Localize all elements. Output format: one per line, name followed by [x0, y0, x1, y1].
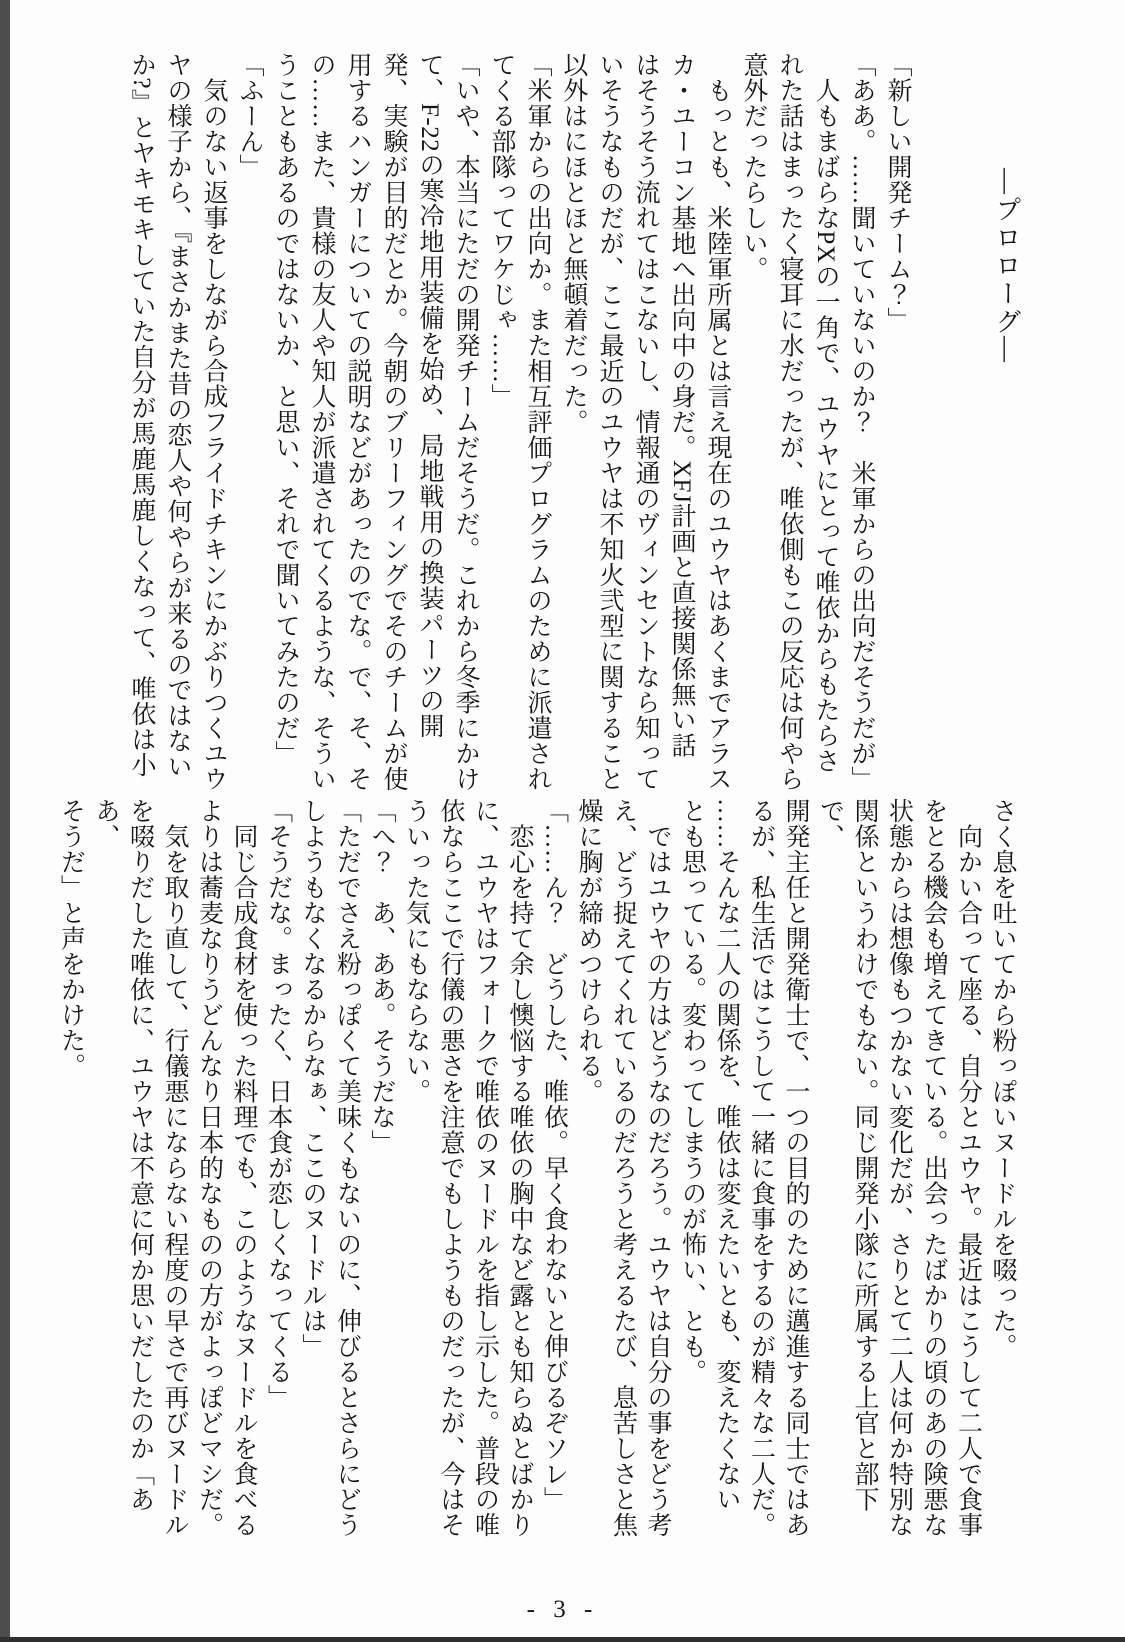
text-column: 以外はにほとほと無頓着だった。 [560, 52, 587, 435]
text-column: 向かい合って座る、自分とユウヤ。最近はこうして二人で食事 [954, 798, 982, 1538]
text-column: 気のない返事をしながら合成フライドチキンにかぶりつくユウ [200, 52, 227, 792]
text-column: 用するハンガーについての説明などがあったのでな。で、そ、そ [344, 52, 371, 792]
text-column: 同じ合成食材を使った料理でも、このようなヌードルを食べる [230, 798, 257, 1538]
text-column: はそうそう流れてはこないし、情報通のヴィンセントなら知って [632, 52, 659, 792]
scan-border-bottom [0, 1637, 1125, 1642]
text-column: 関係というわけでもない。同じ開発小隊に所属する上官と部下で、 [816, 798, 878, 1512]
text-column: 「へ？ あ、ああ。そうだな」 [368, 798, 395, 1155]
text-column: てくる部隊ってワケじゃ……」 [488, 52, 515, 409]
text-column: 「そうだな。まったく、日本食が恋しくなってくる」 [264, 798, 292, 1410]
text-column: 「いや、本当にただの開発チームだそうだ。これから冬季にかけ [452, 52, 479, 792]
text-column: ヤの様子から、『まさかまた昔の恋人や何やらが来るのではない [164, 52, 191, 779]
text-column: よりは蕎麦なりうどんなり日本的なものの方がよっぽどマシだ。 [195, 798, 223, 1538]
text-column: 恋心を持て余し懊悩する唯依の胸中など露とも知らぬとばかり [506, 798, 533, 1538]
text-block-top [123, 52, 915, 814]
chapter-title: ―プロローグ― [992, 168, 1021, 364]
text-column: 人もまばらなPXの一角で、ユウヤにとって唯依からもたらさ [812, 52, 839, 774]
text-column: か?』とヤキモキしていた自分が馬鹿馬鹿しくなって、唯依は小 [128, 52, 155, 778]
text-column: 「……ん？ どうした、唯依。早く食わないと伸びるぞソレ」 [540, 798, 568, 1512]
text-column: れた話はまったく寝耳に水だったが、唯依側もこの反応は何やら [776, 52, 803, 792]
text-column: ういった気にもならない。 [402, 798, 430, 1104]
text-column: カ・ユーコン基地へ出向中の身だ。XFJ計画と直接関係無い話 [668, 52, 695, 759]
text-column: 「ただでさえ粉っぽくて美味くもないのに、伸びるとさらにどう [333, 798, 361, 1538]
text-column: を啜りだした唯依に、ユウヤは不意に何か思いだしたのか「ああ、 [92, 798, 154, 1512]
text-column: 発、実験が目的だとか。今朝のブリーフィングでそのチームが使 [380, 52, 407, 792]
page-number: - 3 - [526, 1596, 599, 1623]
text-column: 依ならここで行儀の悪さを注意でもしようものだったが、今はそ [437, 798, 464, 1538]
text-column: の……また、貴様の友人や知人が派遣されてくるような、そうい [308, 52, 335, 792]
text-column: 燥に胸が締めつけられる。 [575, 798, 602, 1104]
text-column: ではユウヤの方はどうなのだろう。ユウヤは自分の事をどう考 [644, 798, 671, 1538]
text-column: をとる機会も増えてきている。出会ったばかりの頃のあの険悪な [920, 798, 947, 1538]
text-column: うこともあるのではないか、と思い、それで聞いてみたのだ」 [272, 52, 299, 766]
text-column: しようもなくなるからなぁ、ここのヌードルは」 [299, 798, 326, 1359]
text-column: 「ああ。……聞いていないのか？ 米軍からの出向だそうだが」 [848, 52, 875, 792]
text-column: え、どう捉えてくれているのだろうと考えるたび、息苦しさと焦 [609, 798, 637, 1538]
text-column: 状態からは想像もつかない変化だが、さりとて二人は何か特別な [885, 798, 913, 1538]
text-column: 意外だったらしい。 [740, 52, 767, 282]
text-column: に、ユウヤはフォークで唯依のヌードルを指し示した。普段の唯 [471, 798, 499, 1538]
text-column: いそうなものだが、ここ最近のユウヤは不知火弐型に関すること [596, 52, 623, 792]
scan-border-left [0, 0, 10, 1642]
text-block-bottom [53, 798, 1019, 1560]
text-column: 「ふーん」 [236, 52, 263, 180]
text-column: もっとも、米陸軍所属とは言え現在のユウヤはあくまでアラス [704, 52, 731, 792]
text-column: ……そんな二人の関係を、唯依は変えたいとも、変えたくない [713, 798, 740, 1512]
text-column: 気を取り直して、行儀悪にならない程度の早さで再びヌードル [161, 798, 188, 1538]
text-column: そうだ」と声をかけた。 [57, 798, 85, 1079]
text-column: 「米軍からの出向か。また相互評価プログラムのために派遣され [524, 52, 551, 792]
text-column: て、F-22の寒冷地用装備を始め、局地戦用の換装パーツの開 [416, 52, 443, 739]
text-column: るが、私生活ではこうして一緒に食事をするのが精々な二人だ。 [747, 798, 775, 1538]
text-column: 「新しい開発チーム？」 [884, 52, 911, 333]
text-column: とも思っている。変わってしまうのが怖い、とも。 [678, 798, 706, 1385]
text-column: 開発主任と開発衛士で、一つの目的のために邁進する同士ではあ [782, 798, 809, 1538]
text-column: さく息を吐いてから粉っぽいヌードルを啜った。 [989, 798, 1016, 1359]
